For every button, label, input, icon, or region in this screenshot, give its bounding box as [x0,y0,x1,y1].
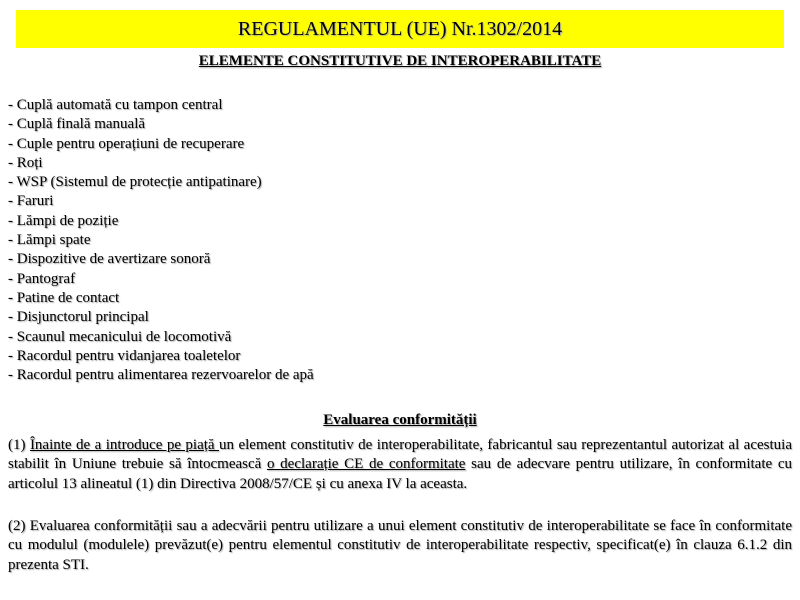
declaration-phrase: o declarație CE de conformitate [267,456,466,473]
list-item: - Faruri [8,193,54,210]
components-list [8,96,314,385]
document-title: REGULAMENTUL (UE) Nr.1302/2014 [237,17,563,40]
list-item: - Lămpi spate [8,232,91,249]
list-item: - Roți [8,154,43,171]
list-item: - Patine de contact [8,289,120,306]
list-item: - Racordul pentru vidanjarea toaletelor [8,347,241,364]
paragraph-1 [8,436,792,494]
underlined-phrase: Înainte de a introduce pe piață [29,437,220,453]
list-item: - Cuplă finală manuală [8,116,146,133]
list-item: - Dispozitive de avertizare sonoră [8,251,211,268]
list-item: - Cuplă automată cu tampon central [8,97,223,113]
paragraph-number: (1) [8,437,30,453]
paragraph-text: sau de adecvare pentru utilizare, în conformitate cu articolul 13 alineatul (1) din Directiva 2008/57/CE și cu anexa IV la aceasta. [8,456,792,492]
title-banner [16,10,784,48]
section-heading: Evaluarea conformității [323,412,477,428]
list-item: - Cuple pentru operațiuni de recuperare [8,135,245,152]
section-subtitle: ELEMENTE CONSTITUTIVE DE INTEROPERABILITATE [198,53,602,69]
list-item: - Pantograf [8,270,76,287]
list-item: - WSP (Sistemul de protecție antipatinare) [8,174,262,191]
list-item: - Scaunul mecanicului de locomotivă [8,328,232,345]
paragraph-text: un element constitutiv de interoperabilitate, fabricantul sau reprezentantul autorizat al acestuia stabilit în Uniune trebuie să întocmească [8,437,792,473]
paragraph-2: (2) Evaluarea conformității sau a adecvării pentru utilizare a unui element constitutiv de interoperabilitate se face în conformitate cu modulul (modulele) prevăzut(e) pentru elementul constitutiv de interoperabilitate respectiv, specificat(e) în clauza 6.1.2 din prezenta STI. [8,518,792,573]
list-item: - Racordul pentru alimentarea rezervoarelor de apă [8,367,314,384]
list-item: - Lămpi de poziție [8,212,119,229]
list-item: - Disjunctorul principal [8,309,149,326]
